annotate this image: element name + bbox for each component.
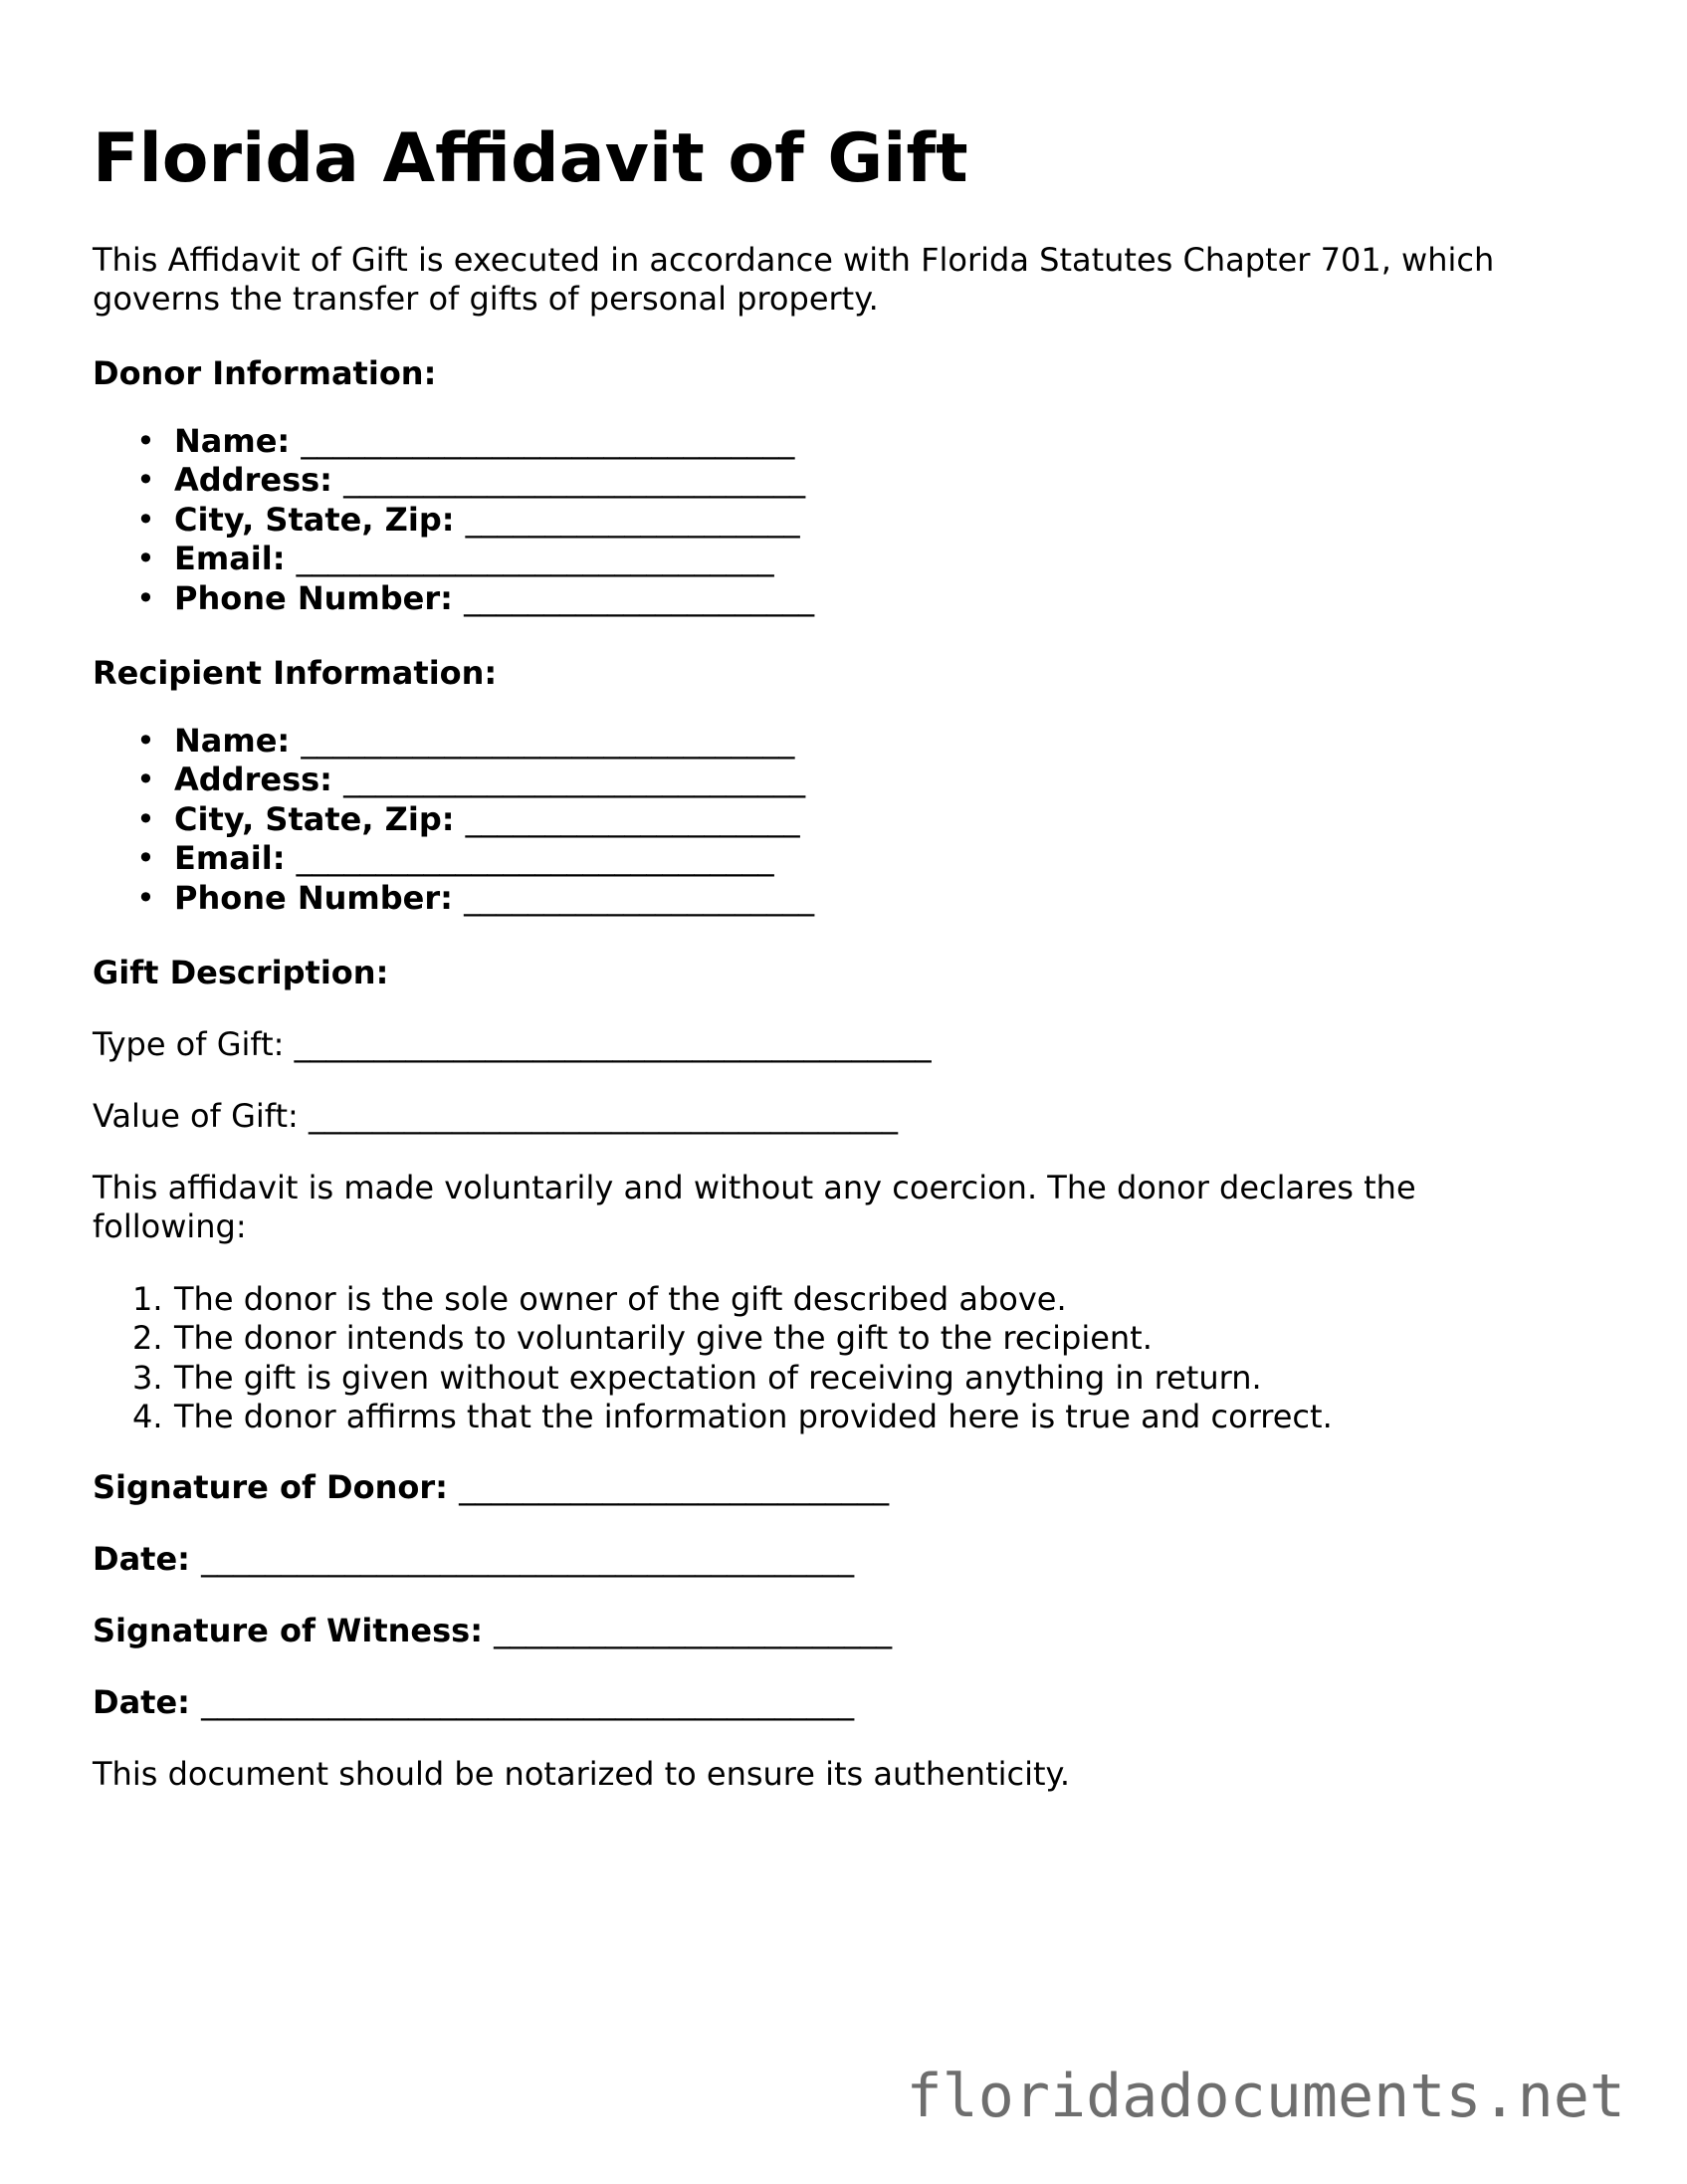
fill-in-blank[interactable]: _____________________________ — [343, 761, 806, 799]
fill-in-blank[interactable]: ______________________________ — [296, 540, 774, 578]
declaration-item — [93, 1319, 1333, 1358]
fill-in-blank[interactable]: ___________________________ — [459, 1468, 890, 1506]
item-text: The gift is given without expectation of receiving anything in return. — [174, 1358, 1262, 1397]
donor-heading: Donor Information: — [93, 354, 437, 392]
item-text: The donor affirms that the information provided here is true and correct. — [174, 1398, 1333, 1436]
item-text: The donor is the sole owner of the gift described above. — [174, 1280, 1067, 1318]
fill-in-blank[interactable]: _______________________________ — [301, 422, 795, 460]
donor-signature-field — [93, 1467, 889, 1507]
gift-value-field — [93, 1096, 898, 1136]
fill-in-blank[interactable]: _________________________________________ — [201, 1540, 855, 1578]
fill-in-blank[interactable]: ________________________________________ — [294, 1025, 932, 1063]
donor-email-field — [93, 540, 814, 578]
bullet-icon: • — [136, 461, 155, 500]
bullet-icon: • — [136, 500, 155, 539]
item-number: 3. — [132, 1358, 163, 1397]
gift-type-field — [93, 1024, 932, 1064]
item-number: 4. — [132, 1398, 163, 1436]
field-label: Type of Gift: — [93, 1025, 285, 1063]
declaration-item — [93, 1280, 1333, 1319]
item-number: 2. — [132, 1319, 163, 1358]
donor-name-field — [93, 422, 814, 461]
witness-signature-field — [93, 1611, 892, 1650]
recipient-phone-field — [93, 879, 814, 918]
item-number: 1. — [132, 1280, 163, 1318]
field-label: Email: — [174, 540, 286, 578]
field-label: Date: — [93, 1683, 190, 1721]
donor-phone-field — [93, 579, 814, 618]
recipient-field-list — [93, 722, 814, 918]
fill-in-blank[interactable]: _________________________________________ — [201, 1683, 855, 1721]
declaration-item — [93, 1398, 1333, 1436]
donor-address-field — [93, 461, 814, 500]
field-label: Signature of Donor: — [93, 1468, 448, 1506]
field-label: Phone Number: — [174, 878, 453, 917]
field-label: Name: — [174, 722, 291, 760]
bullet-icon: • — [136, 422, 155, 460]
fill-in-blank[interactable]: _____________________________ — [343, 461, 806, 500]
fill-in-blank[interactable]: ______________________________ — [296, 839, 774, 878]
page-title: Florida Affidavit of Gift — [93, 119, 968, 198]
field-label: Phone Number: — [174, 578, 453, 617]
item-text: The donor intends to voluntarily give the gift to the recipient. — [174, 1319, 1153, 1358]
field-label: Address: — [174, 761, 332, 799]
fill-in-blank[interactable]: ______________________ — [464, 578, 815, 617]
recipient-name-field — [93, 722, 814, 761]
bullet-icon: • — [136, 578, 155, 617]
donor-date-field — [93, 1539, 854, 1579]
notarize-note: This document should be notarized to ensure its authenticity. — [93, 1755, 1071, 1793]
intro-paragraph: This Affidavit of Gift is executed in accordance with Florida Statutes Chapter 701, which governs the transfer of gifts of personal property. — [93, 241, 1495, 318]
field-label: Address: — [174, 461, 332, 500]
bullet-icon: • — [136, 761, 155, 799]
recipient-email-field — [93, 839, 814, 878]
bullet-icon: • — [136, 540, 155, 578]
fill-in-blank[interactable]: _____________________ — [465, 500, 800, 539]
fill-in-blank[interactable]: _____________________________________ — [308, 1097, 898, 1135]
bullet-icon: • — [136, 722, 155, 760]
field-label: Date: — [93, 1540, 190, 1578]
recipient-heading: Recipient Information: — [93, 654, 498, 692]
field-label: Name: — [174, 422, 291, 460]
watermark-text: floridadocuments.net — [906, 2062, 1625, 2131]
fill-in-blank[interactable]: _________________________ — [494, 1612, 893, 1649]
bullet-icon: • — [136, 799, 155, 838]
fill-in-blank[interactable]: _______________________________ — [301, 722, 795, 760]
recipient-address-field — [93, 761, 814, 799]
field-label: City, State, Zip: — [174, 799, 455, 838]
fill-in-blank[interactable]: ______________________ — [464, 878, 815, 917]
witness-date-field — [93, 1682, 854, 1722]
fill-in-blank[interactable]: _____________________ — [465, 799, 800, 838]
field-label: Value of Gift: — [93, 1097, 299, 1135]
bullet-icon: • — [136, 878, 155, 917]
donor-city-state-zip-field — [93, 501, 814, 540]
declaration-list — [93, 1280, 1333, 1437]
bullet-icon: • — [136, 839, 155, 878]
declaration-item — [93, 1359, 1333, 1398]
field-label: City, State, Zip: — [174, 500, 455, 539]
donor-field-list — [93, 422, 814, 618]
gift-heading: Gift Description: — [93, 954, 389, 991]
declaration-intro: This affidavit is made voluntarily and without any coercion. The donor declares the following: — [93, 1169, 1416, 1245]
recipient-city-state-zip-field — [93, 800, 814, 839]
field-label: Signature of Witness: — [93, 1612, 483, 1649]
field-label: Email: — [174, 839, 286, 878]
